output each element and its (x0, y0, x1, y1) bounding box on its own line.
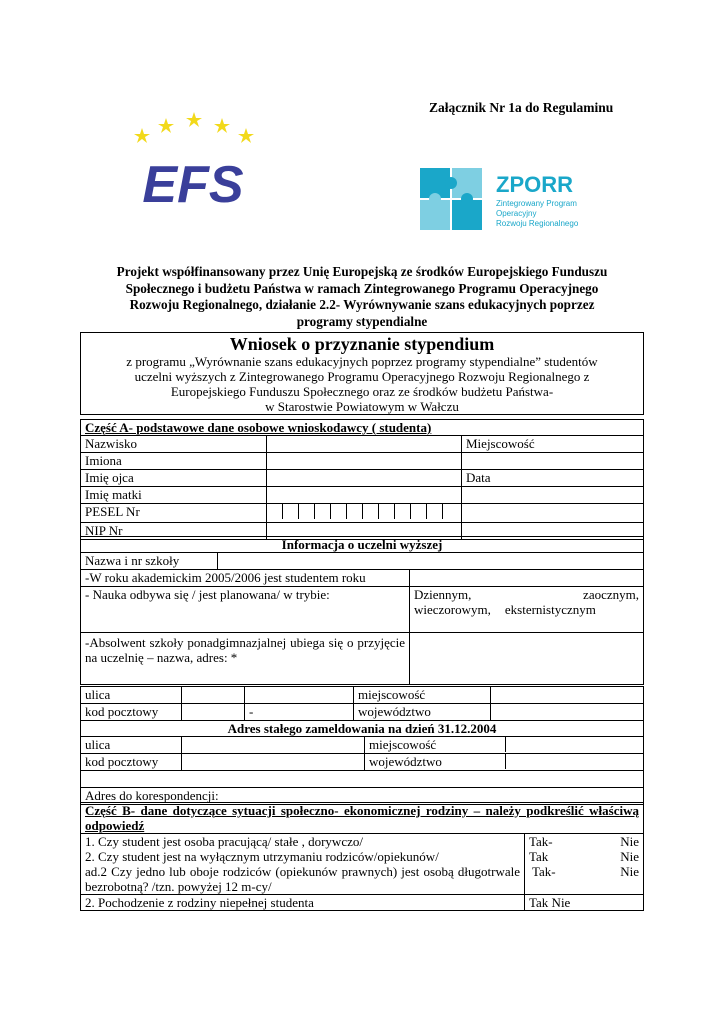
mother-name-label: Imię matki (81, 487, 267, 504)
uni-street-field-1[interactable] (182, 687, 245, 704)
answer-1-no[interactable]: Nie (620, 834, 639, 849)
pesel-label: PESEL Nr (81, 504, 267, 523)
study-year-label: -W roku akademickim 2005/2006 jest studentem roku (81, 570, 410, 587)
university-rows (80, 552, 644, 570)
part-a-table (80, 419, 644, 540)
efs-logo-text: EFS (142, 156, 244, 212)
answer-3-yes[interactable]: Tak- (532, 864, 556, 879)
surname-field[interactable] (267, 436, 462, 453)
mode-evening[interactable]: wieczorowym, (414, 602, 491, 617)
addr-town-label: miejscowość (369, 737, 437, 752)
school-field[interactable] (218, 553, 644, 570)
eu-stars-icon (134, 112, 254, 143)
question-4: 2. Pochodzenie z rodziny niepełnej studenta (81, 895, 525, 911)
addr-postal-field[interactable] (182, 754, 365, 771)
address-heading: Adres stałego zameldowania na dzień 31.12.2004 (81, 721, 644, 737)
answer-1-yes[interactable]: Tak- (529, 834, 553, 849)
addr-street-label: ulica (81, 737, 182, 754)
nip-label: NIP Nr (81, 523, 267, 540)
graduate-question: -Absolwent szkoły ponadgimnazjalnej ubiega się o przyjęcie na uczelnię – nazwa, adres: * (81, 633, 410, 685)
zporr-sub-1: Zintegrowany Program (496, 199, 577, 208)
uni-street-field-2[interactable] (245, 687, 354, 704)
school-label: Nazwa i nr szkoły (81, 553, 218, 570)
answer-4[interactable]: Tak Nie (525, 895, 644, 911)
mode-full-time[interactable]: Dziennym, (414, 587, 472, 602)
first-names-field[interactable] (267, 453, 462, 470)
header-line: z programu „Wyrównanie szans edukacyjnych poprzez programy stypendialne” studentów (126, 354, 598, 369)
header-line: Europejskiego Funduszu Społecznego oraz ze środków budżetu Państwa- (170, 384, 554, 399)
uni-town-label: miejscowość (354, 687, 491, 704)
postal-dash: - (249, 704, 254, 719)
zporr-sub-3: Rozwoju Regionalnego (496, 219, 579, 228)
question-2: 2. Czy student jest na wyłącznym utrzymaniu rodziców/opiekunów/ (85, 849, 439, 864)
addr-voivodeship-cell (365, 754, 644, 771)
uni-voivodeship-field[interactable] (491, 704, 644, 721)
study-mode-options[interactable] (410, 587, 644, 633)
annex-label: Załącznik Nr 1a do Regulaminu (429, 100, 614, 115)
date-field[interactable] (462, 487, 644, 504)
father-name-label: Imię ojca (81, 470, 267, 487)
addr-street-field[interactable] (182, 737, 365, 754)
efs-logo (118, 112, 268, 212)
uni-voivodeship-label: województwo (354, 704, 491, 721)
addr-voivodeship-label: województwo (369, 754, 442, 769)
zporr-name: ZPORR (496, 172, 573, 197)
answer-2-yes[interactable]: Tak (529, 849, 549, 864)
uni-street-label: ulica (81, 687, 182, 704)
intro-line: programy stypendialne (296, 313, 428, 329)
addr-town-cell (365, 737, 644, 754)
intro-line: Rozwoju Regionalnego, działanie 2.2- Wyrównywanie szans edukacyjnych poprzez (129, 297, 595, 312)
university-rows-2 (80, 569, 644, 685)
part-a-heading: Część A- podstawowe dane osobowe wnioskodawcy ( studenta) (81, 420, 644, 436)
project-intro (80, 264, 644, 330)
addr-voivodeship-field[interactable] (505, 754, 643, 769)
university-table (80, 536, 644, 553)
uni-postal-field-2[interactable] (245, 704, 354, 721)
uni-postal-label: kod pocztowy (81, 704, 182, 721)
mode-external[interactable]: eksternistycznym (504, 602, 596, 617)
mode-extramural[interactable]: zaocznym, (583, 587, 639, 602)
addr-town-field[interactable] (505, 737, 643, 752)
part-b-heading: Część B- dane dotyczące sytuacji społeczno- ekonomicznej rodziny – należy podkreślić właściwą odpowiedź (81, 803, 644, 834)
first-names-label: Imiona (81, 453, 267, 470)
town-label[interactable]: Miejscowość (462, 436, 644, 453)
father-name-field[interactable] (267, 470, 462, 487)
study-mode-question: - Nauka odbywa się / jest planowana/ w trybie: (81, 587, 410, 633)
addr-blank-row[interactable] (81, 771, 644, 788)
address-table (80, 720, 644, 805)
uni-town-field[interactable] (491, 687, 644, 704)
zporr-logo (414, 162, 594, 242)
university-address (80, 686, 644, 721)
correspondence-address[interactable]: Adres do korespondencji: (81, 788, 644, 805)
header-line: uczelni wyższych z Zintegrowanego Programu Operacyjnego Rozwoju Regionalnego z (134, 369, 590, 384)
zporr-sub-2: Operacyjny (496, 209, 537, 218)
intro-line: Społecznego i budżetu Państwa w ramach Zintegrowanego Programu Operacyjnego (125, 280, 599, 296)
uni-postal-field-1[interactable] (182, 704, 245, 721)
answer-2-no[interactable]: Nie (620, 849, 639, 864)
puzzle-icon (420, 168, 482, 230)
addr-postal-label: kod pocztowy (81, 754, 182, 771)
mother-name-field[interactable] (267, 487, 462, 504)
part-b-questions (81, 834, 525, 895)
pesel-extra[interactable] (462, 504, 644, 523)
part-b-answers[interactable] (525, 834, 644, 895)
university-heading: Informacja o uczelni wyższej (81, 537, 644, 553)
intro-line: Projekt współfinansowany przez Unię Europejską ze środków Europejskiego Funduszu (116, 264, 608, 279)
header-line: w Starostwie Powiatowym w Wałczu (265, 399, 459, 414)
question-1: 1. Czy student jest osoba pracującą/ stałe , dorywczo/ (85, 834, 363, 849)
graduate-field[interactable] (410, 633, 644, 685)
town-field[interactable] (462, 453, 644, 470)
form-title: Wniosek o przyznanie stypendium (229, 334, 495, 354)
form-header (80, 332, 644, 415)
question-3: ad.2 Czy jedno lub oboje rodziców (opiekunów prawnych) jest osobą długotrwale bezrobotną? /tzn. powyżej 12 m-cy/ (85, 864, 520, 894)
answer-3-no[interactable]: Nie (620, 864, 639, 879)
study-year-field[interactable] (410, 570, 644, 587)
date-label[interactable]: Data (462, 470, 644, 487)
part-b-table (80, 802, 644, 911)
surname-label: Nazwisko (81, 436, 267, 453)
pesel-field[interactable] (267, 504, 462, 523)
